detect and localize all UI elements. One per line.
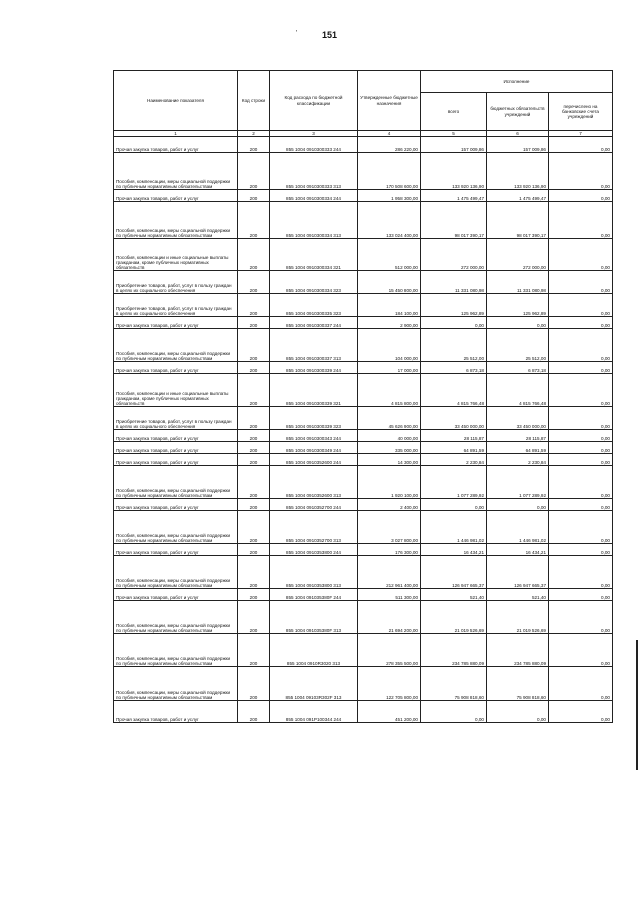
- header-transferred: перечислено на банковские счета учреждений: [549, 93, 613, 131]
- row-indicator-name: Пособия, компенсации, меры социальной поддержки по публичным нормативным обязательствам: [114, 202, 238, 239]
- row-budget-code: 855 1004 0910300334 323: [270, 271, 358, 294]
- row-approved-amount: 21 694 200,00: [358, 601, 421, 634]
- row-line-code: 200: [238, 202, 270, 239]
- header-total: всего: [421, 93, 487, 131]
- row-approved-amount: 2 900,00: [358, 317, 421, 329]
- table-row: [114, 454, 613, 466]
- row-budget-code: 855 1004 0910300333 313: [270, 153, 358, 190]
- row-line-code: 200: [238, 271, 270, 294]
- header-line-code: Код строки: [238, 71, 270, 131]
- row-indicator-name: Пособия, компенсации, меры социальной поддержки по публичным нормативным обязательствам: [114, 511, 238, 544]
- table-row: [114, 667, 613, 701]
- row-line-code: 200: [238, 701, 270, 723]
- row-line-code: 200: [238, 317, 270, 329]
- table-row: [114, 430, 613, 442]
- row-budget-code: 855 1004 0910300335 323: [270, 294, 358, 317]
- row-approved-amount: 2 400,00: [358, 499, 421, 511]
- table-row: [114, 329, 613, 362]
- row-indicator-name: Пособия, компенсации и иные социальные выплаты гражданам, кроме публичных нормативных обязательств: [114, 239, 238, 271]
- row-obligations-executed: 126 947 665,37: [487, 556, 549, 589]
- row-transferred-amount: 0,00: [549, 454, 613, 466]
- row-obligations-executed: 98 017 390,17: [487, 202, 549, 239]
- row-obligations-executed: 28 115,87: [487, 430, 549, 442]
- row-transferred-amount: 0,00: [549, 190, 613, 202]
- row-total-executed: 2 230,84: [421, 454, 487, 466]
- row-total-executed: 126 947 665,37: [421, 556, 487, 589]
- row-indicator-name: Пособия, компенсации, меры социальной поддержки по публичным нормативным обязательствам: [114, 466, 238, 499]
- row-transferred-amount: 0,00: [549, 499, 613, 511]
- row-obligations-executed: 0,00: [487, 317, 549, 329]
- scan-mark: ': [296, 30, 298, 37]
- header-budget-code: Код расхода по бюджетной классификации: [270, 71, 358, 131]
- row-approved-amount: 1 958 300,00: [358, 190, 421, 202]
- row-indicator-name: Прочая закупка товаров, работ и услуг: [114, 362, 238, 374]
- header-approved: Утвержденные бюджетные назначения: [358, 71, 421, 131]
- table-row: [114, 442, 613, 454]
- row-budget-code: 855 1004 0910300337 313: [270, 329, 358, 362]
- column-number: 6: [487, 131, 549, 137]
- row-line-code: 200: [238, 407, 270, 430]
- row-obligations-executed: 21 019 526,69: [487, 601, 549, 634]
- row-transferred-amount: 0,00: [549, 202, 613, 239]
- row-approved-amount: 40 000,00: [358, 430, 421, 442]
- row-total-executed: 11 331 080,98: [421, 271, 487, 294]
- row-total-executed: 1 446 981,02: [421, 511, 487, 544]
- row-total-executed: 125 962,89: [421, 294, 487, 317]
- row-line-code: 200: [238, 374, 270, 407]
- header-obligations: бюджетных обязательств учреждений: [487, 93, 549, 131]
- row-indicator-name: Пособия, компенсации, меры социальной поддержки по публичным нормативным обязательствам: [114, 601, 238, 634]
- row-approved-amount: 3 027 800,00: [358, 511, 421, 544]
- row-obligations-executed: 1 077 289,92: [487, 466, 549, 499]
- row-total-executed: 33 450 000,00: [421, 407, 487, 430]
- row-indicator-name: Прочая закупка товаров, работ и услуг: [114, 499, 238, 511]
- row-obligations-executed: 0,00: [487, 499, 549, 511]
- scan-edge-line: [636, 640, 638, 770]
- row-transferred-amount: 0,00: [549, 667, 613, 701]
- row-obligations-executed: 16 434,21: [487, 544, 549, 556]
- row-budget-code: 855 1004 0910353800 313: [270, 556, 358, 589]
- table-row: [114, 362, 613, 374]
- row-budget-code: 855 1004 09103R302F 313: [270, 667, 358, 701]
- row-line-code: 200: [238, 466, 270, 499]
- table-row: [114, 466, 613, 499]
- table-row: [114, 239, 613, 271]
- table-row: [114, 407, 613, 430]
- row-budget-code: 855 1004 0910300343 244: [270, 430, 358, 442]
- row-line-code: 200: [238, 190, 270, 202]
- table-row: [114, 137, 613, 153]
- row-indicator-name: Приобретение товаров, работ, услуг в пользу граждан в целях их социального обеспечения: [114, 407, 238, 430]
- row-transferred-amount: 0,00: [549, 544, 613, 556]
- row-budget-code: 855 1004 0910300349 244: [270, 442, 358, 454]
- table-row: [114, 499, 613, 511]
- row-indicator-name: Пособия, компенсации и иные социальные выплаты гражданам, кроме публичных нормативных обязательств: [114, 374, 238, 407]
- row-approved-amount: 4 815 800,00: [358, 374, 421, 407]
- row-obligations-executed: 75 908 818,60: [487, 667, 549, 701]
- row-budget-code: 855 1004 0910352600 313: [270, 466, 358, 499]
- column-number: 7: [549, 131, 613, 137]
- row-approved-amount: 170 508 600,00: [358, 153, 421, 190]
- row-approved-amount: 1 920 100,00: [358, 466, 421, 499]
- row-approved-amount: 15 450 800,00: [358, 271, 421, 294]
- row-total-executed: 157 009,86: [421, 137, 487, 153]
- row-transferred-amount: 0,00: [549, 329, 613, 362]
- row-transferred-amount: 0,00: [549, 407, 613, 430]
- table-row: [114, 374, 613, 407]
- row-transferred-amount: 0,00: [549, 430, 613, 442]
- budget-execution-table: [113, 70, 613, 723]
- row-approved-amount: 122 705 800,00: [358, 667, 421, 701]
- row-total-executed: 521,40: [421, 589, 487, 601]
- row-budget-code: 855 1004 0910353800 244: [270, 544, 358, 556]
- row-line-code: 200: [238, 362, 270, 374]
- table-row: [114, 701, 613, 723]
- row-budget-code: 855 1004 0910300334 321: [270, 239, 358, 271]
- row-total-executed: 64 891,59: [421, 442, 487, 454]
- row-total-executed: 16 434,21: [421, 544, 487, 556]
- row-total-executed: 21 019 526,69: [421, 601, 487, 634]
- row-total-executed: 133 920 136,90: [421, 153, 487, 190]
- row-transferred-amount: 0,00: [549, 442, 613, 454]
- row-approved-amount: 133 024 400,00: [358, 202, 421, 239]
- table-row: [114, 190, 613, 202]
- row-transferred-amount: 0,00: [549, 362, 613, 374]
- row-total-executed: 234 785 880,09: [421, 634, 487, 667]
- row-line-code: 200: [238, 454, 270, 466]
- row-indicator-name: Прочая закупка товаров, работ и услуг: [114, 701, 238, 723]
- row-line-code: 200: [238, 601, 270, 634]
- row-line-code: 200: [238, 499, 270, 511]
- row-line-code: 200: [238, 442, 270, 454]
- row-obligations-executed: 11 331 080,98: [487, 271, 549, 294]
- row-obligations-executed: 1 446 981,02: [487, 511, 549, 544]
- row-line-code: 200: [238, 556, 270, 589]
- row-approved-amount: 45 626 900,00: [358, 407, 421, 430]
- row-budget-code: 855 1004 091P100344 244: [270, 701, 358, 723]
- row-total-executed: 0,00: [421, 499, 487, 511]
- row-indicator-name: Прочая закупка товаров, работ и услуг: [114, 442, 238, 454]
- row-line-code: 200: [238, 511, 270, 544]
- row-indicator-name: Пособия, компенсации, меры социальной поддержки по публичным нормативным обязательствам: [114, 329, 238, 362]
- row-line-code: 200: [238, 239, 270, 271]
- row-obligations-executed: 125 962,89: [487, 294, 549, 317]
- row-budget-code: 855 1004 0910352700 313: [270, 511, 358, 544]
- row-line-code: 200: [238, 329, 270, 362]
- row-transferred-amount: 0,00: [549, 589, 613, 601]
- row-indicator-name: Прочая закупка товаров, работ и услуг: [114, 454, 238, 466]
- row-indicator-name: Прочая закупка товаров, работ и услуг: [114, 317, 238, 329]
- column-number: 2: [238, 131, 270, 137]
- table-row: [114, 589, 613, 601]
- row-obligations-executed: 0,00: [487, 701, 549, 723]
- row-total-executed: 0,00: [421, 701, 487, 723]
- row-indicator-name: Прочая закупка товаров, работ и услуг: [114, 137, 238, 153]
- row-approved-amount: 212 961 400,00: [358, 556, 421, 589]
- row-indicator-name: Приобретение товаров, работ, услуг в пользу граждан в целях их социального обеспечения: [114, 294, 238, 317]
- row-indicator-name: Пособия, компенсации, меры социальной поддержки по публичным нормативным обязательствам: [114, 153, 238, 190]
- row-transferred-amount: 0,00: [549, 511, 613, 544]
- row-total-executed: 75 908 818,60: [421, 667, 487, 701]
- row-indicator-name: Приобретение товаров, работ, услуг в пользу граждан в целях их социального обеспечения: [114, 271, 238, 294]
- row-transferred-amount: 0,00: [549, 294, 613, 317]
- table-row: [114, 202, 613, 239]
- row-indicator-name: Прочая закупка товаров, работ и услуг: [114, 544, 238, 556]
- row-obligations-executed: 272 000,00: [487, 239, 549, 271]
- row-indicator-name: Прочая закупка товаров, работ и услуг: [114, 589, 238, 601]
- row-total-executed: 272 000,00: [421, 239, 487, 271]
- row-total-executed: 1 475 499,47: [421, 190, 487, 202]
- row-line-code: 200: [238, 634, 270, 667]
- row-obligations-executed: 133 920 136,90: [487, 153, 549, 190]
- row-approved-amount: 176 300,00: [358, 544, 421, 556]
- row-transferred-amount: 0,00: [549, 317, 613, 329]
- row-budget-code: 855 1004 0910300337 244: [270, 317, 358, 329]
- column-number: 1: [114, 131, 238, 137]
- row-approved-amount: 286 220,00: [358, 137, 421, 153]
- row-line-code: 200: [238, 137, 270, 153]
- row-total-executed: 28 115,87: [421, 430, 487, 442]
- column-number: 4: [358, 131, 421, 137]
- row-line-code: 200: [238, 544, 270, 556]
- row-obligations-executed: 157 009,86: [487, 137, 549, 153]
- row-budget-code: 855 1004 0910300339 321: [270, 374, 358, 407]
- row-transferred-amount: 0,00: [549, 153, 613, 190]
- row-total-executed: 4 815 766,48: [421, 374, 487, 407]
- header-indicator-name: Наименование показателя: [114, 71, 238, 131]
- row-indicator-name: Прочая закупка товаров, работ и услуг: [114, 430, 238, 442]
- row-total-executed: 0,00: [421, 317, 487, 329]
- row-approved-amount: 14 300,00: [358, 454, 421, 466]
- row-transferred-amount: 0,00: [549, 374, 613, 407]
- row-transferred-amount: 0,00: [549, 271, 613, 294]
- row-budget-code: 855 1004 0910352600 244: [270, 454, 358, 466]
- row-budget-code: 855 1004 0910300334 313: [270, 202, 358, 239]
- row-obligations-executed: 4 815 766,48: [487, 374, 549, 407]
- row-budget-code: 855 1004 0910300339 323: [270, 407, 358, 430]
- row-budget-code: 855 1004 091035380F 313: [270, 601, 358, 634]
- row-transferred-amount: 0,00: [549, 601, 613, 634]
- row-budget-code: 855 1004 0910300333 244: [270, 137, 358, 153]
- row-approved-amount: 184 100,00: [358, 294, 421, 317]
- row-budget-code: 855 1004 0910300334 244: [270, 190, 358, 202]
- row-transferred-amount: 0,00: [549, 137, 613, 153]
- row-obligations-executed: 521,40: [487, 589, 549, 601]
- column-number: 3: [270, 131, 358, 137]
- table-row: [114, 294, 613, 317]
- row-approved-amount: 104 000,00: [358, 329, 421, 362]
- row-indicator-name: Прочая закупка товаров, работ и услуг: [114, 190, 238, 202]
- row-approved-amount: 335 000,00: [358, 442, 421, 454]
- row-approved-amount: 278 355 500,00: [358, 634, 421, 667]
- row-total-executed: 6 873,18: [421, 362, 487, 374]
- row-line-code: 200: [238, 430, 270, 442]
- row-obligations-executed: 234 785 880,09: [487, 634, 549, 667]
- table-row: [114, 153, 613, 190]
- table-row: [114, 544, 613, 556]
- header-execution: Исполнение: [421, 71, 613, 93]
- row-line-code: 200: [238, 153, 270, 190]
- row-obligations-executed: 64 891,59: [487, 442, 549, 454]
- row-obligations-executed: 1 475 499,47: [487, 190, 549, 202]
- row-line-code: 200: [238, 294, 270, 317]
- row-transferred-amount: 0,00: [549, 466, 613, 499]
- row-approved-amount: 451 200,00: [358, 701, 421, 723]
- row-line-code: 200: [238, 667, 270, 701]
- row-indicator-name: Пособия, компенсации, меры социальной поддержки по публичным нормативным обязательствам: [114, 556, 238, 589]
- column-number: 5: [421, 131, 487, 137]
- row-line-code: 200: [238, 589, 270, 601]
- row-budget-code: 855 1004 0910352700 244: [270, 499, 358, 511]
- row-approved-amount: 17 000,00: [358, 362, 421, 374]
- table-row: [114, 634, 613, 667]
- row-transferred-amount: 0,00: [549, 701, 613, 723]
- row-total-executed: 25 512,00: [421, 329, 487, 362]
- row-obligations-executed: 25 512,00: [487, 329, 549, 362]
- row-total-executed: 98 017 390,17: [421, 202, 487, 239]
- row-obligations-executed: 6 873,18: [487, 362, 549, 374]
- row-approved-amount: 512 000,00: [358, 239, 421, 271]
- row-indicator-name: Пособия, компенсации, меры социальной поддержки по публичным нормативным обязательствам: [114, 634, 238, 667]
- table-row: [114, 317, 613, 329]
- row-transferred-amount: 0,00: [549, 556, 613, 589]
- row-transferred-amount: 0,00: [549, 239, 613, 271]
- table-row: [114, 271, 613, 294]
- page-number: 151: [322, 30, 338, 40]
- row-budget-code: 855 1004 0910R3020 313: [270, 634, 358, 667]
- row-obligations-executed: 2 230,84: [487, 454, 549, 466]
- row-total-executed: 1 077 289,92: [421, 466, 487, 499]
- table-row: [114, 556, 613, 589]
- table-row: [114, 601, 613, 634]
- row-budget-code: 855 1004 0910300339 244: [270, 362, 358, 374]
- row-approved-amount: 511 300,00: [358, 589, 421, 601]
- table-row: [114, 511, 613, 544]
- row-transferred-amount: 0,00: [549, 634, 613, 667]
- row-indicator-name: Пособия, компенсации, меры социальной поддержки по публичным нормативным обязательствам: [114, 667, 238, 701]
- row-obligations-executed: 33 450 000,00: [487, 407, 549, 430]
- row-budget-code: 855 1004 091035380F 244: [270, 589, 358, 601]
